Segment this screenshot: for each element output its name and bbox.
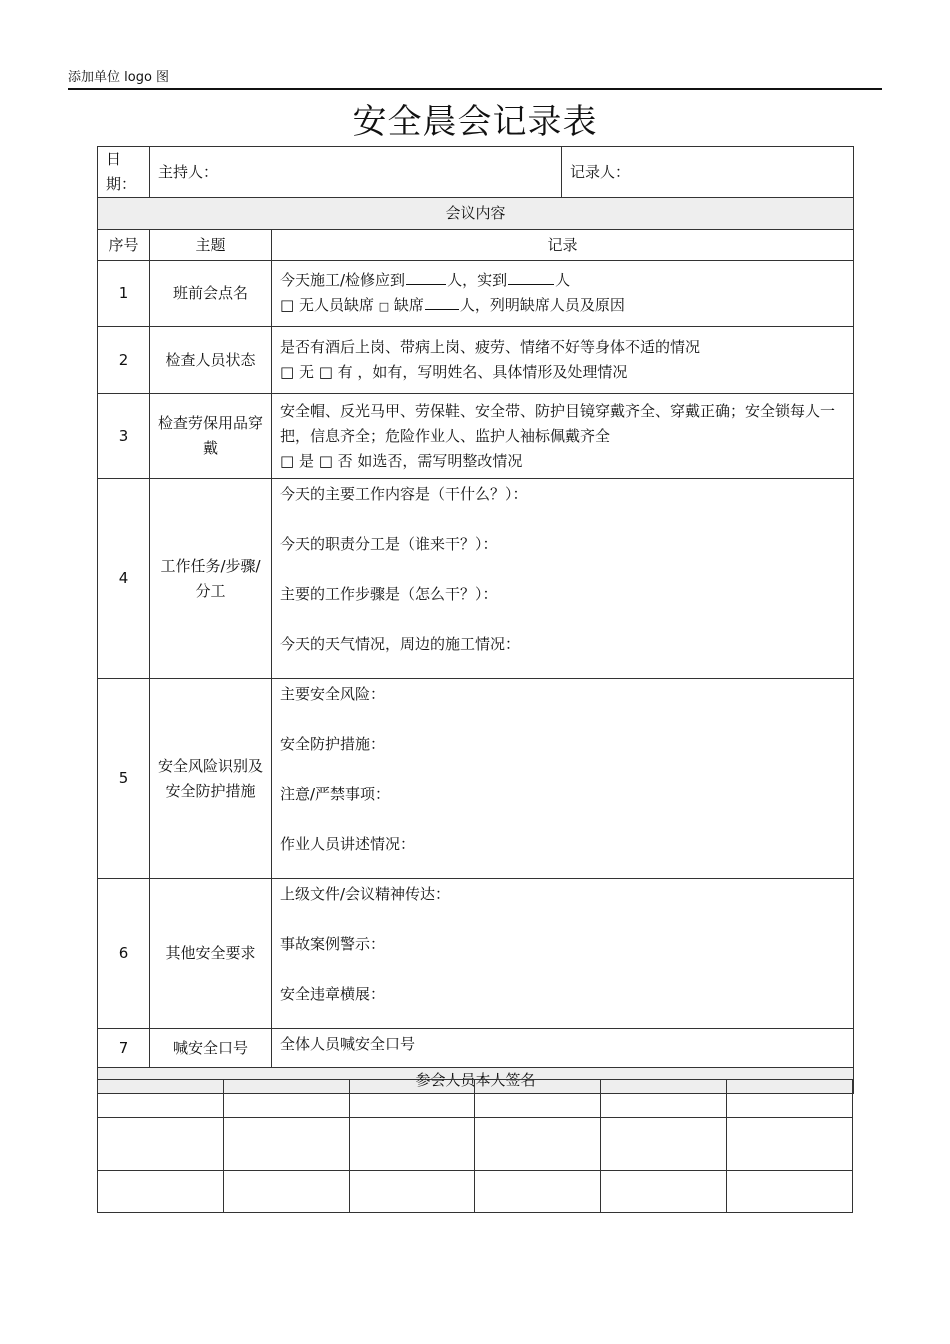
signature-row	[98, 1171, 853, 1213]
column-header-no: 序号	[98, 230, 150, 261]
signature-cell[interactable]	[223, 1080, 349, 1118]
row-record[interactable]	[272, 394, 854, 479]
row-number: 1	[98, 261, 150, 327]
weather-prompt: 今天的天气情况，周边的施工情况：	[280, 635, 521, 653]
signature-cell[interactable]	[349, 1080, 475, 1118]
attendance-text-unit: 人	[555, 271, 571, 289]
slogan-text: 全体人员喊安全口号	[280, 1035, 416, 1053]
row-topic: 其他安全要求	[150, 879, 272, 1029]
recorder-field[interactable]: 记录人：	[562, 147, 854, 198]
row-record[interactable]	[272, 479, 854, 679]
row-topic: 班前会点名	[150, 261, 272, 327]
absence-checkbox[interactable]: □	[378, 300, 390, 313]
signature-cell[interactable]	[727, 1171, 853, 1213]
work-steps-prompt: 主要的工作步骤是（怎么干？）：	[280, 585, 498, 603]
row-number: 5	[98, 679, 150, 879]
row-topic: 工作任务/步骤/分工	[150, 479, 272, 679]
violation-review-prompt: 安全违章横展：	[280, 985, 386, 1003]
signature-row	[98, 1118, 853, 1171]
signature-cell[interactable]	[349, 1171, 475, 1213]
signature-cell[interactable]	[98, 1171, 224, 1213]
host-label: 主持人：	[158, 162, 219, 181]
host-field[interactable]	[150, 147, 562, 198]
expected-count-blank[interactable]	[406, 268, 446, 285]
logo-placeholder-note: 添加单位 logo 图	[68, 70, 170, 85]
row-number: 2	[98, 327, 150, 394]
table-row	[98, 261, 854, 327]
ppe-options[interactable]: □ 是 □ 否 如选否，需写明整改情况	[280, 451, 523, 470]
duty-division-prompt: 今天的职责分工是（谁来干？）：	[280, 535, 498, 553]
row-topic: 安全风险识别及安全防护措施	[150, 679, 272, 879]
row-number: 7	[98, 1029, 150, 1068]
signature-cell[interactable]	[349, 1118, 475, 1171]
ppe-requirements: 安全帽、反光马甲、劳保鞋、安全带、防护目镜穿戴齐全、穿戴正确；安全锁每人一把，信息齐全；危险作业人、监护人袖标佩戴齐全	[280, 401, 836, 445]
status-question: 是否有酒后上岗、带病上岗、疲劳、情绪不好等身体不适的情况	[280, 338, 701, 356]
row-number: 3	[98, 394, 150, 479]
absence-note: 人，列明缺席人员及原因	[459, 296, 625, 314]
absence-line	[280, 293, 845, 319]
row-record[interactable]	[272, 679, 854, 879]
signature-cell[interactable]	[475, 1171, 601, 1213]
row-topic: 检查劳保用品穿戴	[150, 394, 272, 479]
table-row	[98, 479, 854, 679]
row-topic: 检查人员状态	[150, 327, 272, 394]
prohibited-items-prompt: 注意/严禁事项：	[280, 785, 391, 803]
actual-count-blank[interactable]	[508, 268, 554, 285]
row-record[interactable]	[272, 327, 854, 394]
signature-grid	[97, 1079, 853, 1213]
column-header-topic: 主题	[150, 230, 272, 261]
meeting-record-table	[97, 146, 854, 1094]
row-record[interactable]	[272, 1029, 854, 1068]
no-absence-option[interactable]: □ 无人员缺席	[280, 296, 379, 314]
signature-cell[interactable]	[601, 1118, 727, 1171]
signature-row	[98, 1080, 853, 1118]
worker-statement-prompt: 作业人员讲述情况：	[280, 835, 416, 853]
protection-measures-prompt: 安全防护措施：	[280, 735, 386, 753]
signature-cell[interactable]	[223, 1171, 349, 1213]
signatures-header: 参会人员本人签名	[98, 1068, 854, 1094]
attendance-line	[280, 268, 845, 293]
status-options[interactable]: □ 无 □ 有 ，如有，写明姓名、具体情形及处理情况	[280, 363, 628, 381]
signature-cell[interactable]	[475, 1118, 601, 1171]
row-record[interactable]	[272, 879, 854, 1029]
signature-cell[interactable]	[223, 1118, 349, 1171]
attendance-text-actual: 人，实到	[447, 271, 508, 289]
signature-cell[interactable]	[727, 1080, 853, 1118]
accident-case-prompt: 事故案例警示：	[280, 935, 386, 953]
table-row	[98, 879, 854, 1029]
attendance-text-expected: 今天施工/检修应到	[280, 271, 406, 289]
absent-count-blank[interactable]	[425, 293, 459, 310]
signature-cell[interactable]	[601, 1171, 727, 1213]
row-record[interactable]	[272, 261, 854, 327]
main-risk-prompt: 主要安全风险：	[280, 685, 386, 703]
row-number: 6	[98, 879, 150, 1029]
signature-cell[interactable]	[475, 1080, 601, 1118]
signature-cell[interactable]	[601, 1080, 727, 1118]
signature-cell[interactable]	[98, 1080, 224, 1118]
table-row	[98, 1029, 854, 1068]
row-topic: 喊安全口号	[150, 1029, 272, 1068]
header-divider	[68, 88, 882, 90]
signature-cell[interactable]	[98, 1118, 224, 1171]
superior-docs-prompt: 上级文件/会议精神传达：	[280, 885, 451, 903]
table-row	[98, 327, 854, 394]
table-row	[98, 679, 854, 879]
document-title: 安全晨会记录表	[352, 102, 598, 142]
date-field[interactable]: 日期：	[98, 147, 150, 198]
signature-cell[interactable]	[727, 1118, 853, 1171]
column-header-record: 记录	[272, 230, 854, 261]
absence-option-label: 缺席	[389, 296, 424, 314]
table-row	[98, 394, 854, 479]
row-number: 4	[98, 479, 150, 679]
meeting-content-header: 会议内容	[98, 198, 854, 230]
work-content-prompt: 今天的主要工作内容是（干什么？）：	[280, 485, 528, 503]
